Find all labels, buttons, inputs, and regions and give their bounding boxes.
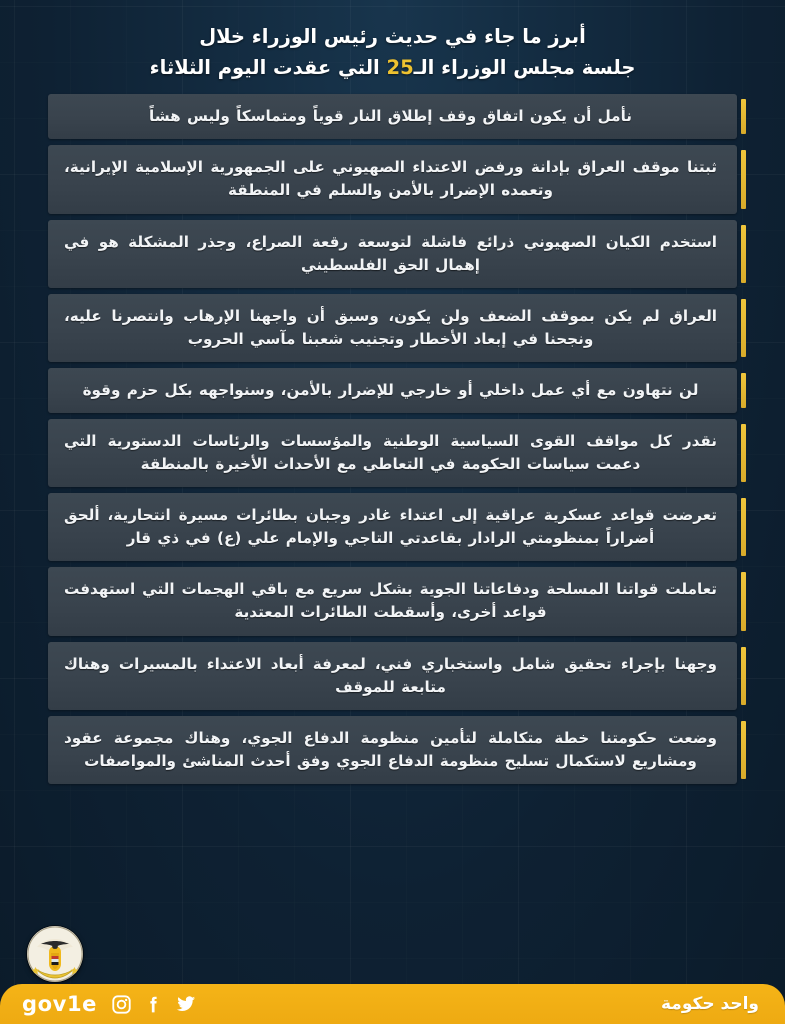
statement-card [48,220,737,288]
twitter-icon[interactable] [175,994,196,1015]
social-handle[interactable]: gov1e [22,992,98,1016]
social-links [22,992,196,1016]
statement-text: تعاملت قواتنا المسلحة ودفاعاتنا الجوية بشكل سريع مع باقي الهجمات التي استهدفت قواعد أخرى، وأسقطت الطائرات المعتدية [64,580,717,622]
instagram-icon[interactable] [111,994,132,1015]
title-line-1: أبرز ما جاء في حديث رئيس الوزراء خلال [199,25,586,48]
facebook-icon[interactable] [143,994,164,1015]
header [0,0,785,92]
statement-card [48,145,737,213]
statement-card [48,716,737,784]
logo-zone [0,922,785,984]
statement-text: ثبتنا موقف العراق بإدانة ورفض الاعتداء الصهيوني على الجمهورية الإسلامية الإيرانية، وتعمده الإضرار بالأمن والسلم في المنطقة [64,158,717,200]
statement-text: نقدر كل مواقف القوى السياسية الوطنية والمؤسسات والرئاسات الدستورية التي دعمت سياسات الحكومة في التعاطي مع الأحداث الأخيرة بالمنطقة [64,432,717,474]
statement-card [48,567,737,635]
statement-text: وضعت حكومتنا خطة متكاملة لتأمين منظومة الدفاع الجوي، وهناك مجموعة عقود ومشاريع لاستكمال تسليح منظومة الدفاع الجوي وفق أحدث المناشئ والمواصفات [64,728,717,770]
footer-bar [0,984,785,1024]
statement-card [48,294,737,362]
statement-card [48,493,737,561]
statement-card-list [0,92,785,922]
title-line-2-suffix: التي عقدت اليوم الثلاثاء [149,55,387,79]
statement-card [48,94,737,139]
title-line-2-prefix: جلسة مجلس الوزراء الـ [413,55,636,79]
statement-text: العراق لم يكن بموقف الضعف ولن يكون، وسبق أن واجهنا الإرهاب وانتصرنا عليه، ونجحنا في إبعاد الأخطار وتجنيب شعبنا مآسي الحروب [64,306,717,348]
statement-text: نأمل أن يكون اتفاق وقف إطلاق النار قوياً ومتماسكاً وليس هشاً [149,107,632,126]
session-number-highlight: 25 [386,55,414,79]
statement-text: لن نتهاون مع أي عمل داخلي أو خارجي للإضرار بالأمن، وسنواجهه بكل حزم وقوة [82,380,699,399]
footer-slogan: واحد حكومة [660,994,759,1014]
statement-card [48,642,737,710]
statement-text: استخدم الكيان الصهيوني ذرائع فاشلة لتوسعة رقعة الصراع، وجذر المشكلة هو في إهمال الحق الفلسطيني [64,232,717,274]
statement-text: وجهنا بإجراء تحقيق شامل واستخباري فني، لمعرفة أبعاد الاعتداء بالمسيرات وهناك متابعة للموقف [64,654,717,696]
statement-card [48,368,737,413]
title-line-2 [40,53,745,83]
iraqi-government-emblem-icon [27,926,83,982]
statement-text: تعرضت قواعد عسكرية عراقية إلى اعتداء غادر وجبان بطائرات مسيرة انتحارية، ألحق أضراراً بمنظومتي الرادار بقاعدتي التاجي والإمام علي (ع) في ذي قار [64,506,717,548]
footer [0,984,785,1024]
statement-card [48,419,737,487]
